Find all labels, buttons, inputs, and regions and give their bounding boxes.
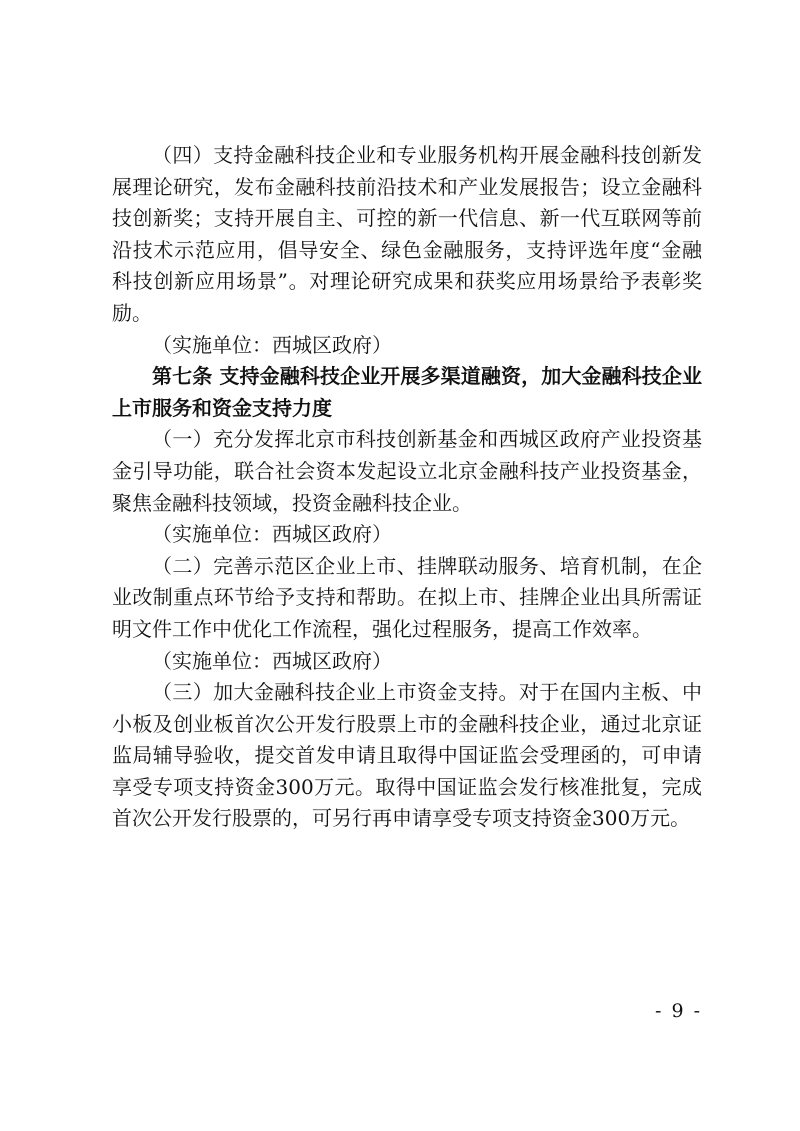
article-7-item-1: （一）充分发挥北京市科技创新基金和西城区政府产业投资基金引导功能，联合社会资本发起设立北京金融科技产业投资基金，聚焦金融科技领域，投资金融科技企业。 xyxy=(112,427,702,515)
implementing-unit-note: （实施单位：西城区政府） xyxy=(152,648,392,673)
article-7-heading: 第七条 支持金融科技企业开展多渠道融资，加大金融科技企业上市服务和资金支持力度 xyxy=(112,364,702,420)
page-number: - 9 - xyxy=(654,1000,702,1022)
document-body xyxy=(112,140,702,835)
paragraph-item-4: （四）支持金融科技企业和专业服务机构开展金融科技创新发展理论研究，发布金融科技前沿技术和产业发展报告；设立金融科技创新奖；支持开展自主、可控的新一代信息、新一代互联网等前沿技术示范应用，倡导安全、绿色金融服务，支持评选年度“金融科技创新应用场景”。对理论研究成果和获奖应用场景给予表彰奖励。 xyxy=(112,143,702,325)
article-7-item-2: （二）完善示范区企业上市、挂牌联动服务、培育机制，在企业改制重点环节给予支持和帮助。在拟上市、挂牌企业出具所需证明文件工作中优化工作流程，强化过程服务，提高工作效率。 xyxy=(112,553,702,641)
article-7-item-3: （三）加大金融科技企业上市资金支持。对于在国内主板、中小板及创业板首次公开发行股票上市的金融科技企业，通过北京证监局辅导验收，提交首发申请且取得中国证监会受理函的，可申请享受专项支持资金300万元。取得中国证监会发行核准批复，完成首次公开发行股票的，可另行再申请享受专项支持资金300万元。 xyxy=(112,680,702,831)
implementing-unit-note: （实施单位：西城区政府） xyxy=(152,522,392,547)
implementing-unit-note: （实施单位：西城区政府） xyxy=(152,332,392,357)
